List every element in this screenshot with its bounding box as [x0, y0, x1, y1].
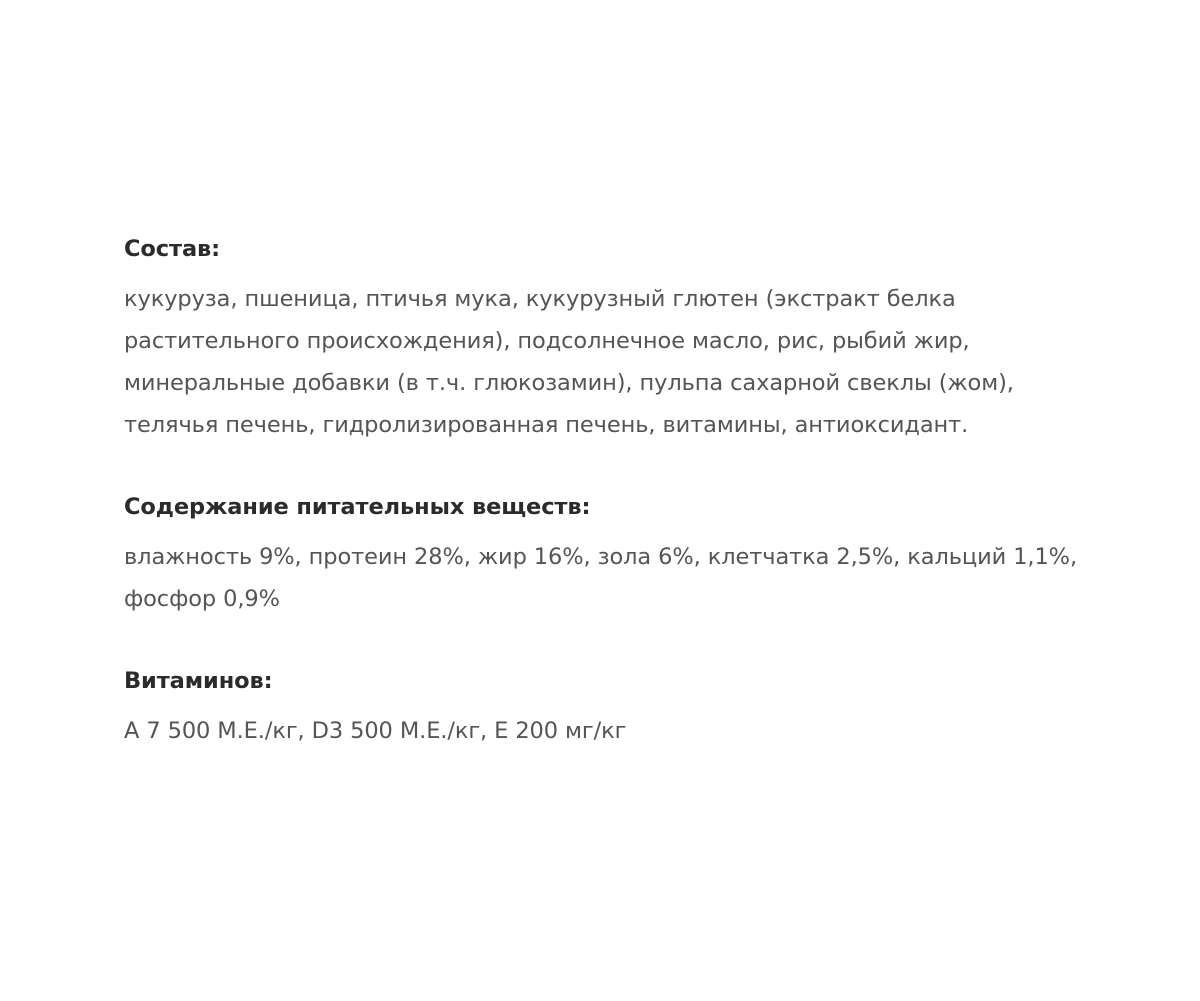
vitamins-section — [124, 660, 1184, 752]
nutrients-line: фосфор 0,9% — [124, 586, 280, 612]
nutrients-text — [124, 536, 1184, 620]
section-spacer — [124, 620, 1184, 660]
vitamins-title: Витаминов: — [124, 668, 273, 694]
composition-section — [124, 228, 1184, 446]
nutrients-section — [124, 486, 1184, 620]
nutrients-line: влажность 9%, протеин 28%, жир 16%, зола 6%, клетчатка 2,5%, кальций 1,1%, — [124, 544, 1078, 570]
composition-line: минеральные добавки (в т.ч. глюкозамин), пульпа сахарной свеклы (жом), — [124, 370, 1014, 396]
composition-line: растительного происхождения), подсолнечное масло, рис, рыбий жир, — [124, 328, 970, 354]
nutrients-title: Содержание питательных веществ: — [124, 494, 591, 520]
section-spacer — [124, 446, 1184, 486]
vitamins-line: А 7 500 М.Е./кг, D3 500 М.Е./кг, Е 200 мг/кг — [124, 718, 627, 744]
vitamins-text — [124, 710, 1184, 752]
composition-text — [124, 278, 1184, 446]
composition-line: кукуруза, пшеница, птичья мука, кукурузный глютен (экстракт белка — [124, 286, 956, 312]
product-info — [124, 228, 1184, 752]
composition-line: телячья печень, гидролизированная печень, витамины, антиоксидант. — [124, 412, 969, 438]
composition-title: Состав: — [124, 236, 221, 262]
